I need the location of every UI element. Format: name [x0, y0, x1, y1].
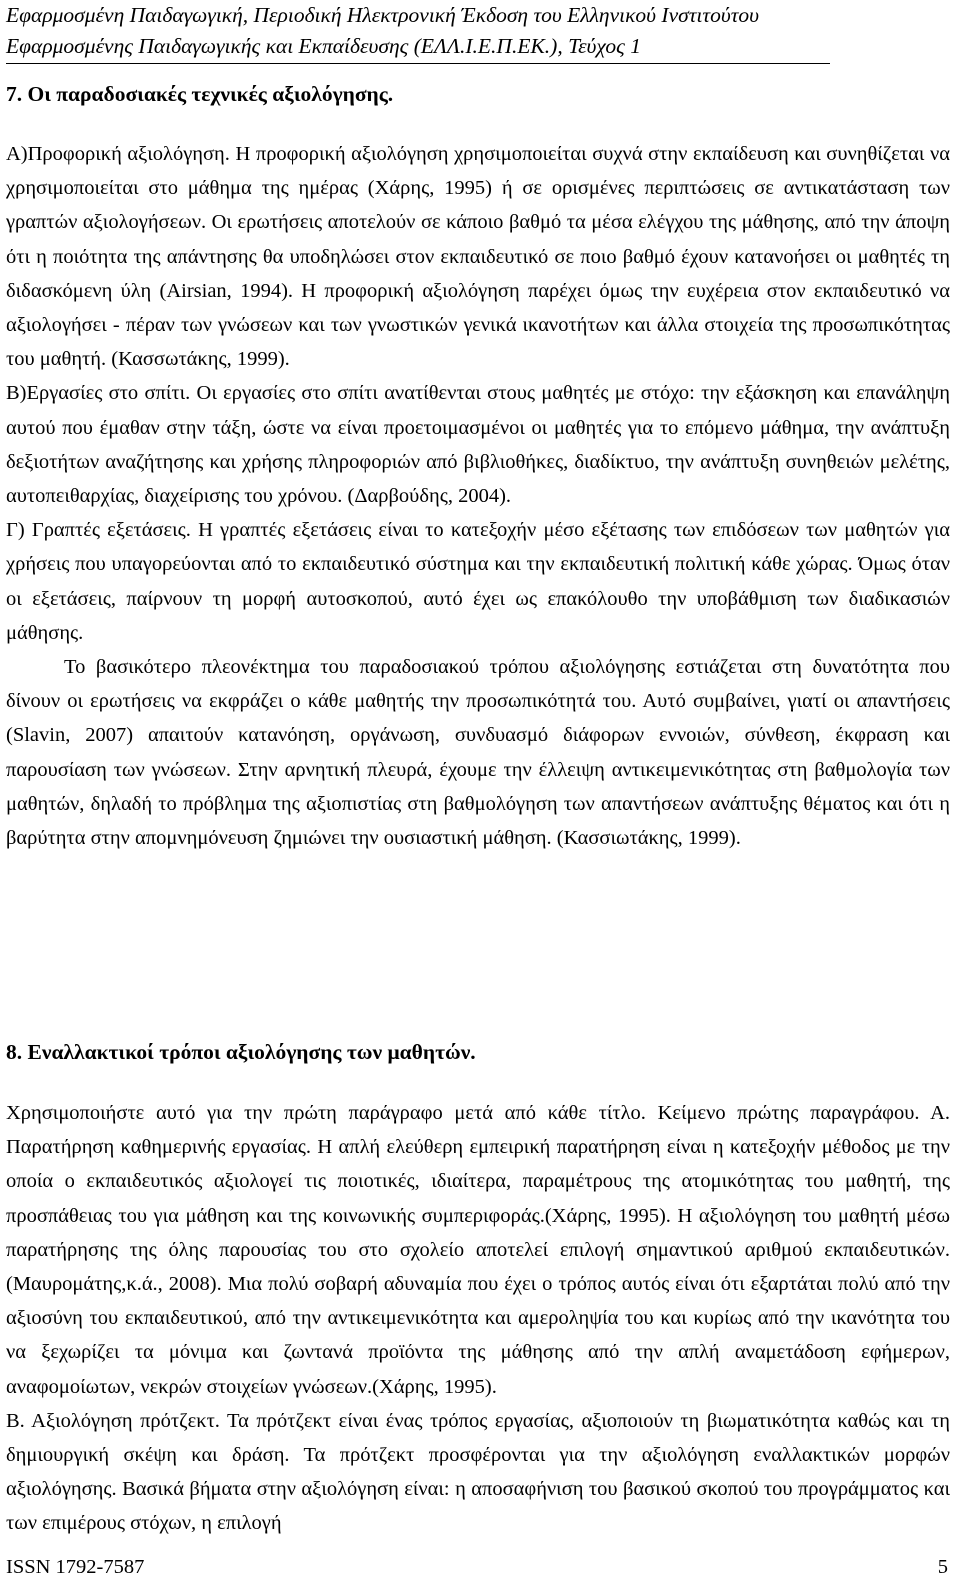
section-8-body	[6, 1096, 950, 1541]
paragraph-oral-assessment: Α)Προφορική αξιολόγηση. Η προφορική αξιολόγηση χρησιμοποιείται συχνά στην εκπαίδευση και συνηθίζεται να χρησιμοποιείται στο μάθημα της ημέρας (Χάρης, 1995) ή σε ορισμένες περιπτώσεις σε αντικατάσταση των γραπτών αξιολογήσεων. Οι ερωτήσεις αποτελούν σε κάποιο βαθμό τα μέσα ελέγχου της μάθησης, από την άποψη ότι η ποιότητα της απάντησης θα υποδηλώσει στον εκπαιδευτικό σε ποιο βαθμό έχουν κατανοήσει οι μαθητές τη διδασκόμενη ύλη (Airsian, 1994). Η προφορική αξιολόγηση παρέχει όμως την ευχέρεια στον εκπαιδευτικό να αξιολογήσει - πέραν των γνώσεων και των γνωστικών γενικά ικανοτήτων και άλλα στοιχεία της προσωπικότητας του μαθητή. (Κασσωτάκης, 1999).	[6, 143, 950, 371]
paragraph-project-assessment: Β. Αξιολόγηση πρότζεκτ. Τα πρότζεκτ είναι ένας τρόπος εργασίας, αξιοποιούν τη βιωματικότητα καθώς και τη δημιουργική σκέψη και δράση. Τα πρότζεκτ προσφέρονται για την αξιολόγηση εναλλακτικών μορφών αξιολόγησης. Βασικά βήματα στην αξιολόγηση είναι: η αποσαφήνιση του βασικού σκοπού του προγράμματος και των επιμέρους στόχων, η επιλογή	[6, 1409, 950, 1535]
paragraph-daily-observation: Χρησιμοποιήστε αυτό για την πρώτη παράγραφο μετά από κάθε τίτλο. Κείμενο πρώτης παραγράφου. Α. Παρατήρηση καθημερινής εργασίας. Η απλή ελεύθερη εμπειρική παρατήρηση είναι η κατεξοχήν μέθοδος με την οποία ο εκπαιδευτικός αξιολογεί τις ποιοτικές, ιδιαίτερα, παραμέτρους της ατομικότητας του μαθητή, της προσπάθειας του για μάθηση και της κοινωνικής συμπεριφοράς.(Χάρης, 1995). Η αξιολόγηση του μαθητή μέσω παρατήρησης της όλης παρουσίας του στο σχολείο αποτελεί επιλογή σημαντικού αριθμού εκπαιδευτικών. (Μαυρομάτης,κ.ά., 2008). Μια πολύ σοβαρή αδυναμία που έχει ο τρόπος αυτός είναι ότι εξαρτάται πολύ από την αξιοσύνη του εκπαιδευτικού, από την αντικειμενικότητα και αμεροληψία του και κυρίως από την ικανότητα του να ξεχωρίζει τα μόνιμα και ζωντανά προϊόντα της μάθησης από την απλή αναμετάδοση εφήμερων, αναφομοίωτων, νεκρών στοιχείων γνώσεων.(Χάρης, 1995).	[6, 1102, 950, 1398]
issn-number: ISSN 1792-7587	[6, 1556, 145, 1578]
section-8-heading: 8. Εναλλακτικοί τρόποι αξιολόγησης των μαθητών.	[6, 1040, 476, 1064]
page-number: 5	[937, 1556, 948, 1578]
paragraph-homework: Β)Εργασίες στο σπίτι. Οι εργασίες στο σπίτι ανατίθενται στους μαθητές με στόχο: την εξάσκηση και επανάληψη αυτού που έμαθαν στην τάξη, ώστε να είναι προετοιμασμένοι οι μαθητές για το επόμενο μάθημα, την ανάπτυξη δεξιοτήτων αναζήτησης και χρήσης πληροφοριών από βιβλιοθήκες, διαδίκτυο, την ανάπτυξη συνηθειών μελέτης, αυτοπειθαρχίας, διαχείρισης του χρόνου. (Δαρβούδης, 2004).	[6, 382, 950, 508]
header-line-1: Εφαρμοσμένη Παιδαγωγική, Περιοδική Ηλεκτρονική Έκδοση του Ελληνικού Ινστιτούτου	[6, 3, 760, 27]
section-7-body	[6, 137, 950, 855]
journal-header	[6, 0, 886, 62]
paragraph-written-exams: Γ) Γραπτές εξετάσεις. Η γραπτές εξετάσεις είναι το κατεξοχήν μέσο εξέτασης των επιδόσεων των μαθητών για χρήσεις που υπαγορεύονται από το εκπαιδευτικό σύστημα και την εκπαιδευτική πολιτική κάθε χώρας. Όμως όταν οι εξετάσεις, παίρνουν τη μορφή αυτοσκοπού, αυτό έχει ως επακόλουθο την υποβάθμιση των διαδικασιών μάθησης.	[6, 519, 950, 644]
header-rule	[6, 63, 830, 64]
section-7-heading: 7. Οι παραδοσιακές τεχνικές αξιολόγησης.	[6, 82, 394, 106]
header-line-2: Εφαρμοσμένης Παιδαγωγικής και Εκπαίδευσης (ΕΛΛ.Ι.Ε.Π.ΕΚ.), Τεύχος 1	[6, 34, 642, 58]
paragraph-advantages: Το βασικότερο πλεονέκτημα του παραδοσιακού τρόπου αξιολόγησης εστιάζεται στη δυνατότητα που δίνουν οι ερωτήσεις να εκφράζει ο κάθε μαθητής την προσωπικότητά του. Αυτό συμβαίνει, γιατί οι απαντήσεις (Slavin, 2007) απαιτούν κατανόηση, οργάνωση, συνδυασμό διάφορων εννοιών, σύνθεση, έκφραση και παρουσίαση των γνώσεων. Στην αρνητική πλευρά, έχουμε την έλλειψη αντικειμενικότητας στη βαθμολογία των μαθητών, δηλαδή το πρόβλημα της αξιοπιστίας στη βαθμολόγηση των απαντήσεων ανάπτυξης θέματος και ότι η βαρύτητα στην απομνημόνευση ζημιώνει την ουσιαστική μάθηση. (Κασσιωτάκης, 1999).	[6, 656, 950, 850]
